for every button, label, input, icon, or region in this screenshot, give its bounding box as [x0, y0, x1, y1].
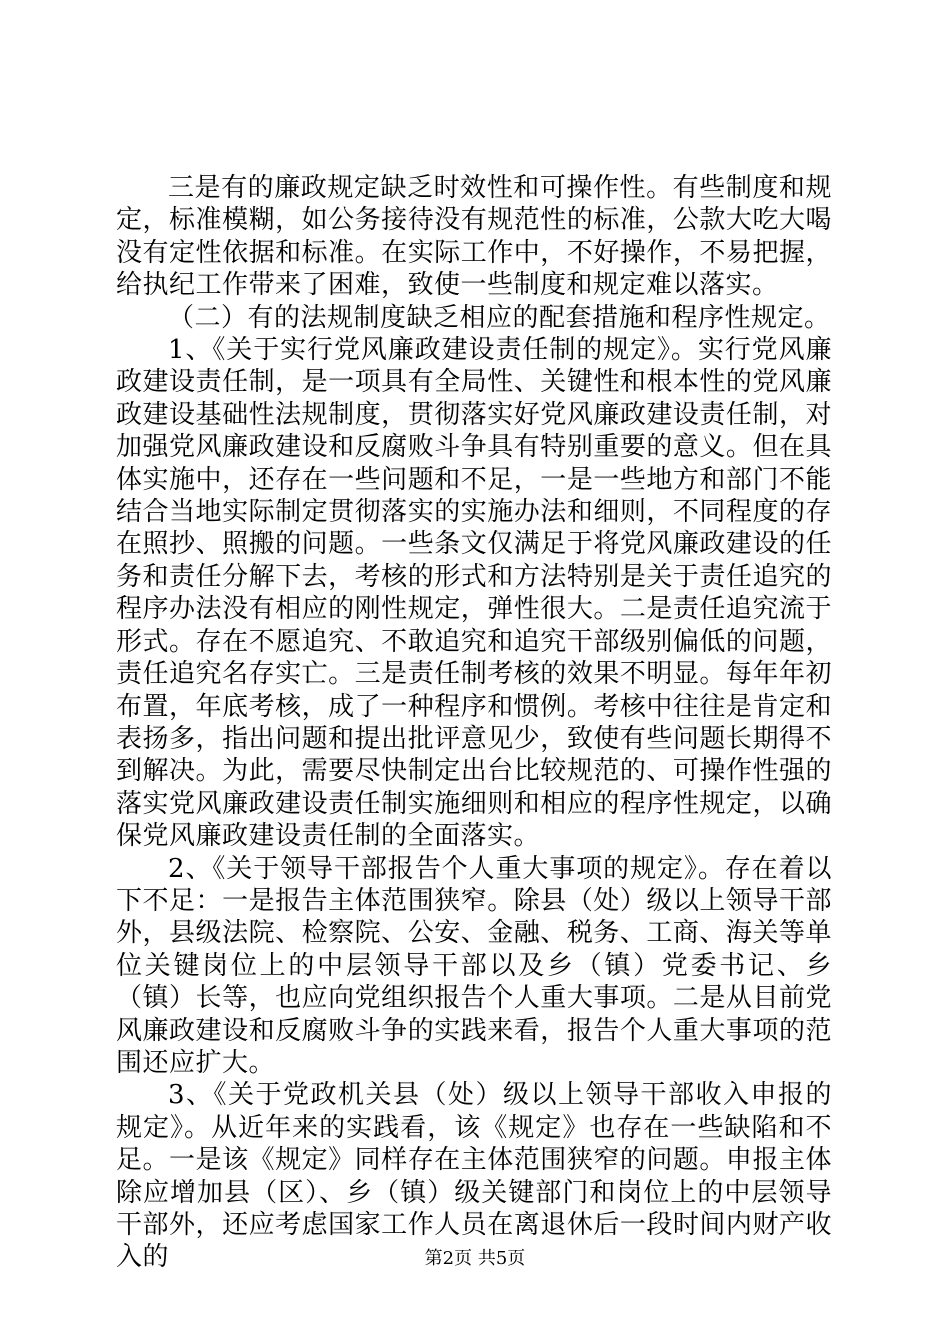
paragraph: 三是有的廉政规定缺乏时效性和可操作性。有些制度和规定，标准模糊，如公务接待没有规范性的标准，公款大吃大喝没有定性依据和标准。在实际工作中，不好操作，不易把握，给执纪工作带来了困难，致使一些制度和规定难以落实。: [116, 173, 832, 301]
page-number-footer: 第2页 共5页: [424, 1248, 526, 1269]
paragraph: （二）有的法规制度缺乏相应的配套措施和程序性规定。: [168, 302, 831, 333]
document-body: [116, 172, 832, 1274]
paragraph: 3、《关于党政机关县（处）级以上领导干部收入申报的规定》。从近年来的实践看，该《规定》也存在一些缺陷和不足。一是该《规定》同样存在主体范围狭窄的问题。申报主体除应增加县（区）、乡（镇）级关键部门和岗位上的中层领导干部外，还应考虑国家工作人员在离退休后一段时间内财产收入的: [116, 1080, 832, 1273]
paragraph: 2、《关于领导干部报告个人重大事项的规定》。存在着以下不足：一是报告主体范围狭窄。除县（处）级以上领导干部外，县级法院、检察院、公安、金融、税务、工商、海关等单位关键岗位上的中层领导干部以及乡（镇）党委书记、乡（镇）长等，也应向党组织报告个人重大事项。二是从目前党风廉政建设和反腐败斗争的实践来看，报告个人重大事项的范围还应扩大。: [116, 853, 832, 1078]
paragraph: 1、《关于实行党风廉政建设责任制的规定》。实行党风廉政建设责任制，是一项具有全局性、关键性和根本性的党风廉政建设基础性法规制度，贯彻落实好党风廉政建设责任制，对加强党风廉政建设和反腐败斗争具有特别重要的意义。但在具体实施中，还存在一些问题和不足，一是一些地方和部门不能结合当地实际制定贯彻落实的实施办法和细则，不同程度的存在照抄、照搬的问题。一些条文仅满足于将党风廉政建设的任务和责任分解下去，考核的形式和方法特别是关于责任追究的程序办法没有相应的刚性规定，弹性很大。二是责任追究流于形式。存在不愿追究、不敢追究和追究干部级别偏低的问题，责任追究名存实亡。三是责任制考核的效果不明显。每年年初布置，年底考核，成了一种程序和惯例。考核中往往是肯定和表扬多，指出问题和提出批评意见少，致使有些问题长期得不到解决。为此，需要尽快制定出台比较规范的、可操作性强的落实党风廉政建设责任制实施细则和相应的程序性规定，以确保党风廉政建设责任制的全面落实。: [116, 335, 832, 852]
